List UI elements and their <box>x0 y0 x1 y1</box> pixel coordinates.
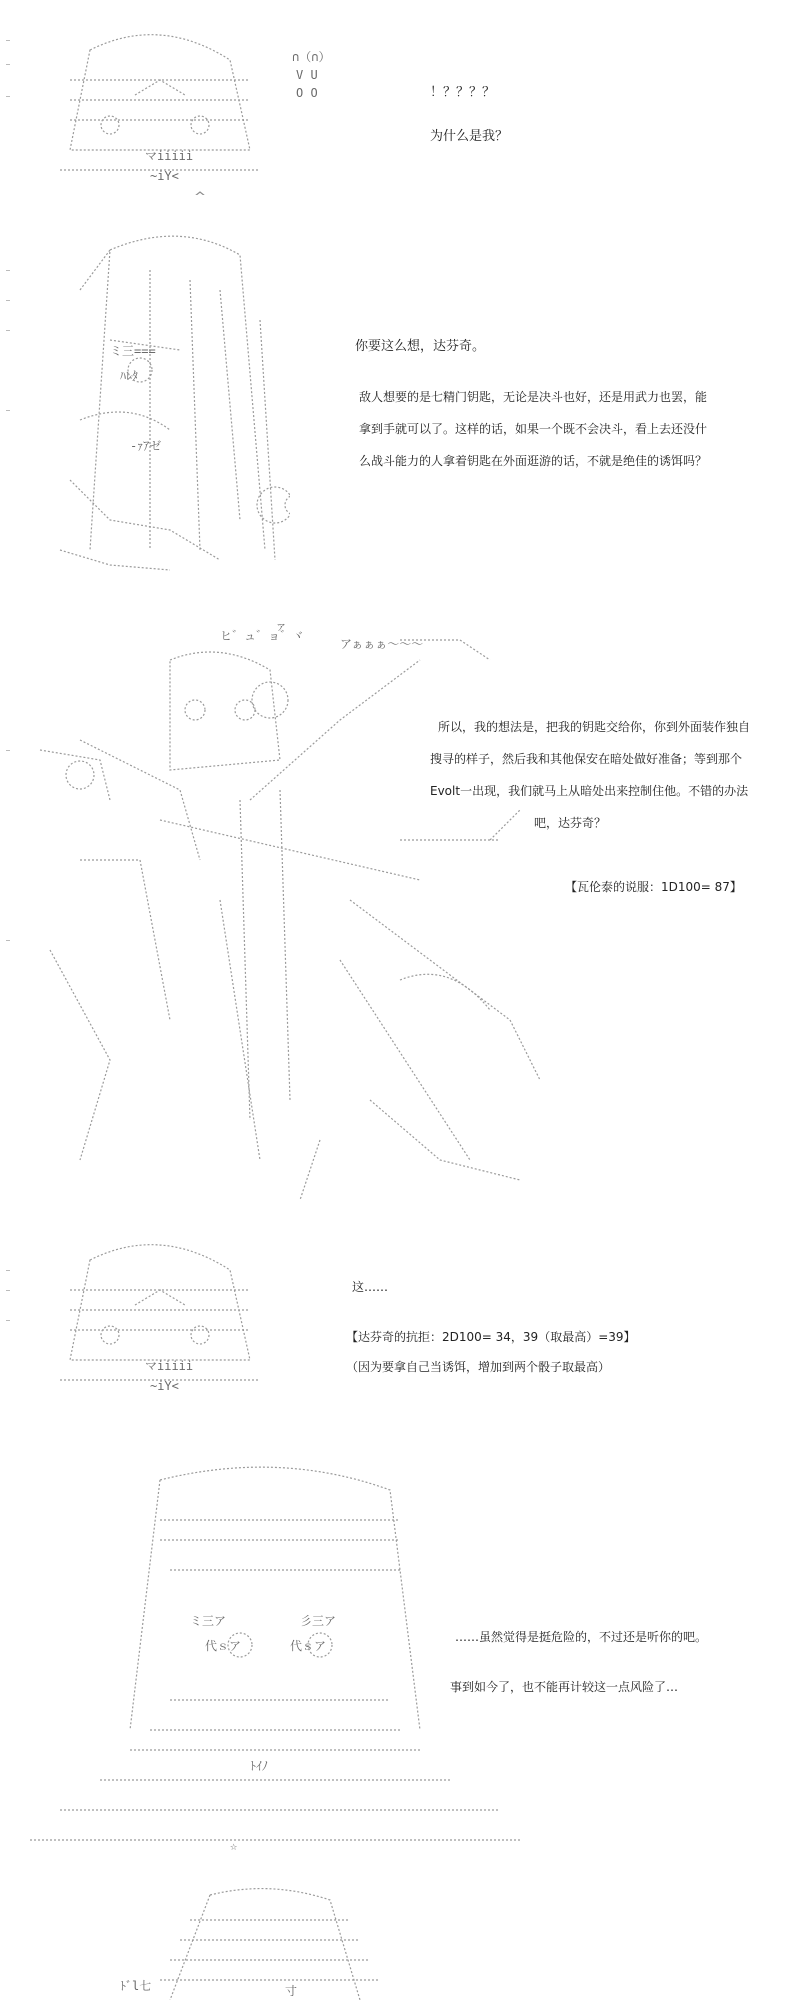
panel-3-line-1: 所以，我的想法是，把我的钥匙交给你，你到外面装作独自 <box>438 720 751 734</box>
panel-3-line-2: 搜寻的样子，然后我和其他保安在暗处做好准备；等到那个 <box>430 752 743 766</box>
ascii-art-character-face <box>50 20 270 195</box>
svg-text:☆: ☆ <box>230 1839 238 1853</box>
panel-5-line-2: 事到如今了，也不能再计较这一点风险了… <box>450 1680 679 1694</box>
panel-3-dice-roll: 【瓦伦泰的说服：1D100= 87】 <box>565 880 742 894</box>
svg-text:代ｓア: 代ｓア <box>290 1639 327 1653</box>
art-text-3: O O <box>296 86 318 100</box>
panel-3-line-3: Evolt一出现，我们就马上从暗处出来控制住他。不错的办法 <box>430 784 749 798</box>
svg-text:ﾄﾞl七: ﾄﾞl七 <box>120 1979 152 1993</box>
panel-3-line-4: 吧，达芬奇？ <box>534 816 607 830</box>
svg-text:彡三ア: 彡三ア <box>300 1614 337 1628</box>
svg-text:ミ三===: ミ三=== <box>110 344 156 358</box>
panel-2-line-1: 你要这么想，达芬奇。 <box>355 339 486 354</box>
panel-5-line-1: ……虽然觉得是挺危险的，不过还是听你的吧。 <box>455 1630 708 1644</box>
art-sfx-1: ヒ゛ュ゛ョ゛ヾ <box>220 629 305 643</box>
art-text-1: ∩（∩） <box>292 50 331 64</box>
ascii-art-surprise-marks <box>290 45 350 105</box>
svg-text:~iY<: ~iY< <box>150 1379 179 1393</box>
art-sfx-2: ァ <box>275 619 288 633</box>
svg-text:寸: 寸 <box>285 1984 298 1998</box>
svg-text:マiiiii: マiiiii <box>145 149 194 163</box>
ascii-art-action-scene <box>20 600 560 1210</box>
svg-text:~iY<: ~iY< <box>150 169 179 183</box>
panel-1-line-2: 为什么是我？ <box>430 129 509 144</box>
panel-4-line-2: 【达芬奇的抗拒：2D100= 34，39（取最高）=39】 <box>346 1330 636 1344</box>
ascii-art-character-face-2 <box>50 1230 270 1405</box>
svg-text:ミ三ア: ミ三ア <box>190 1614 227 1628</box>
panel-4-line-3: （因为要拿自己当诱饵，增加到两个骰子取最高） <box>346 1360 611 1374</box>
panel-2-line-2: 敌人想要的是七精门钥匙，无论是决斗也好，还是用武力也罢，能 <box>359 390 708 404</box>
svg-text:ﾄｲﾉ: ﾄｲﾉ <box>250 1759 269 1773</box>
svg-text:代ｓア: 代ｓア <box>205 1639 242 1653</box>
art-sfx-3: アぁぁぁ～～～ <box>340 637 424 651</box>
ascii-art-character-closeup <box>20 1450 530 1860</box>
art-text-2: V U <box>296 68 318 82</box>
panel-2-line-4: 么战斗能力的人拿着钥匙在外面逛游的话，不就是绝佳的诱饵吗？ <box>359 454 708 468</box>
svg-text:ﾊﾚﾀ: ﾊﾚﾀ <box>120 369 139 383</box>
panel-4-line-1: 这…… <box>352 1280 389 1294</box>
ascii-art-long-hair-character <box>50 220 290 580</box>
ascii-art-partial-character <box>110 1880 410 2000</box>
svg-text:-ｧｱゼ: -ｧｱゼ <box>130 439 162 453</box>
svg-text:マiiiii: マiiiii <box>145 1359 194 1373</box>
panel-2-line-3: 拿到手就可以了。这样的话，如果一个既不会决斗，看上去还没什 <box>359 422 708 436</box>
panel-1-line-1: ！？？？？ <box>430 85 496 100</box>
